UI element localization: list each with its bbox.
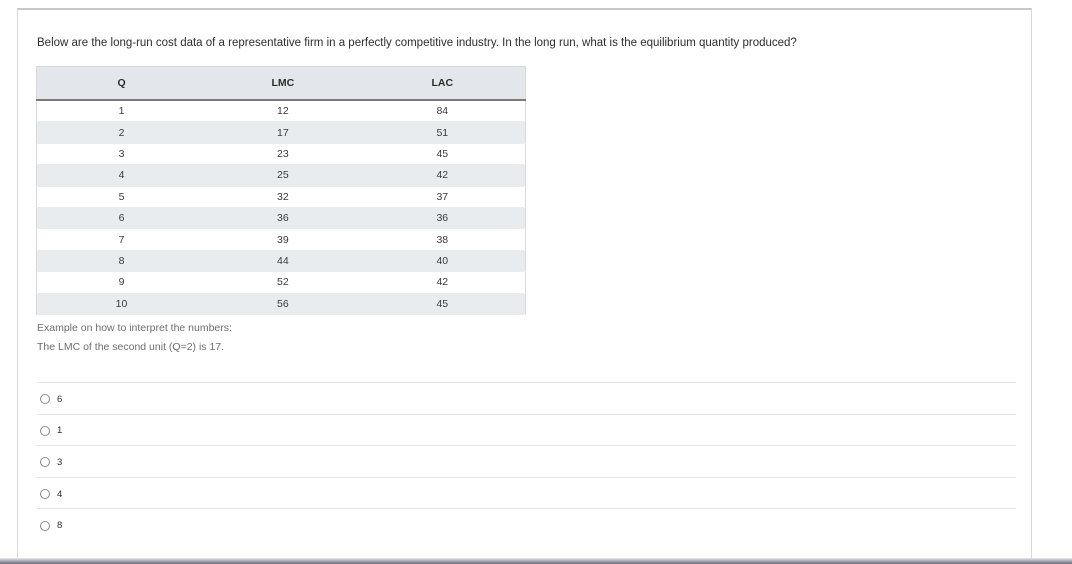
answer-option-6[interactable] — [37, 382, 1016, 414]
answer-option-1[interactable] — [37, 414, 1016, 446]
cell-lac: 84 — [360, 100, 526, 122]
window-bottom-edge — [0, 558, 1072, 564]
cell-lmc: 44 — [206, 250, 360, 271]
table-header-row — [37, 67, 526, 101]
answer-option-3[interactable] — [37, 445, 1016, 477]
cell-lac: 42 — [360, 165, 526, 186]
question-text: Below are the long-run cost data of a representative firm in a perfectly competitive industry. In the long run, what is the equilibrium quantity produced? — [37, 37, 797, 49]
cell-q: 1 — [37, 100, 207, 122]
cell-lac: 42 — [360, 272, 526, 293]
cell-lmc: 25 — [206, 165, 360, 186]
cell-q: 9 — [37, 272, 207, 293]
cell-lac: 45 — [360, 293, 526, 314]
answer-option-8[interactable] — [37, 508, 1016, 540]
column-header-lmc: LMC — [206, 67, 360, 101]
option-label: 4 — [57, 488, 63, 500]
option-label: 3 — [57, 456, 63, 468]
cell-lac: 37 — [360, 186, 526, 207]
cell-q: 10 — [37, 293, 207, 314]
column-header-lac: LAC — [360, 67, 526, 101]
cell-lmc: 32 — [206, 186, 360, 207]
table-row — [37, 229, 526, 250]
option-label: 1 — [57, 425, 63, 437]
cell-q: 8 — [37, 250, 207, 271]
radio-button[interactable] — [40, 457, 50, 467]
table-row — [37, 165, 526, 186]
answer-option-4[interactable] — [37, 477, 1016, 509]
cell-q: 6 — [37, 207, 207, 228]
table-row — [37, 100, 526, 122]
cell-q: 2 — [37, 122, 207, 143]
cell-lmc: 52 — [206, 272, 360, 293]
radio-button[interactable] — [40, 521, 50, 531]
radio-button[interactable] — [40, 426, 50, 436]
table-row — [37, 272, 526, 293]
cost-table — [36, 66, 526, 315]
answer-options — [37, 382, 1016, 540]
cell-lmc: 36 — [206, 207, 360, 228]
table-row — [37, 207, 526, 228]
table-row — [37, 122, 526, 143]
cell-lmc: 17 — [206, 122, 360, 143]
table-row — [37, 186, 526, 207]
cell-lac: 36 — [360, 207, 526, 228]
example-detail: The LMC of the second unit (Q=2) is 17. — [37, 341, 225, 353]
radio-button[interactable] — [40, 394, 50, 404]
cell-q: 7 — [37, 229, 207, 250]
cell-lmc: 56 — [206, 293, 360, 314]
option-label: 8 — [57, 520, 63, 532]
cell-q: 5 — [37, 186, 207, 207]
table-row — [37, 250, 526, 271]
option-label: 6 — [57, 393, 63, 405]
cell-lac: 51 — [360, 122, 526, 143]
cell-lac: 45 — [360, 143, 526, 164]
example-note — [37, 319, 232, 357]
cell-q: 4 — [37, 165, 207, 186]
table-row — [37, 143, 526, 164]
cell-q: 3 — [37, 143, 207, 164]
column-header-q: Q — [37, 67, 207, 101]
cell-lmc: 23 — [206, 143, 360, 164]
cell-lac: 38 — [360, 229, 526, 250]
radio-button[interactable] — [40, 489, 50, 499]
cell-lac: 40 — [360, 250, 526, 271]
cell-lmc: 39 — [206, 229, 360, 250]
cell-lmc: 12 — [206, 100, 360, 122]
example-heading: Example on how to interpret the numbers: — [37, 322, 232, 334]
table-row — [37, 293, 526, 314]
